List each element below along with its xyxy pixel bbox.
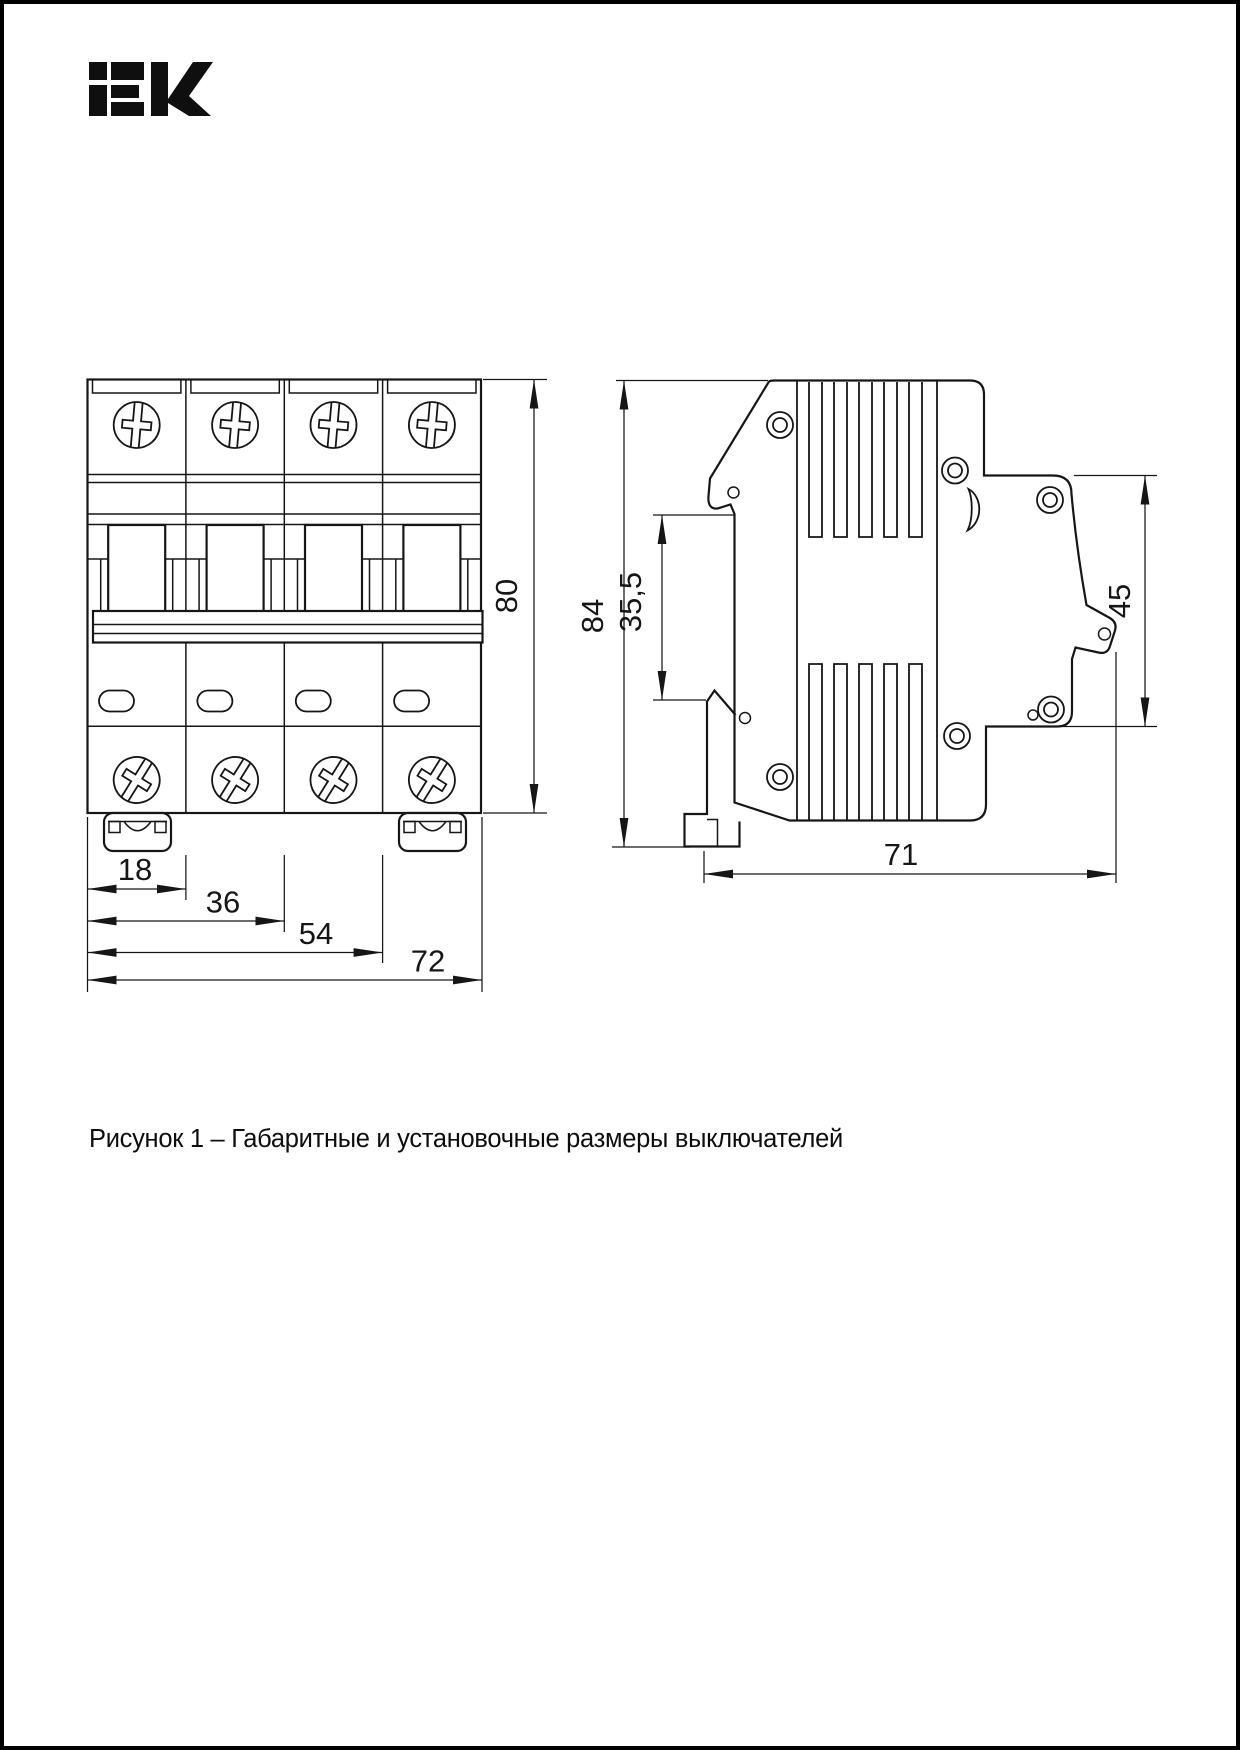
logo-i-dot bbox=[89, 62, 107, 80]
logo-e-bar-top bbox=[111, 62, 144, 80]
dim-label-72: 72 bbox=[410, 943, 446, 979]
iek-logo bbox=[89, 62, 213, 116]
dim-label-80: 80 bbox=[489, 578, 524, 614]
din-clip bbox=[399, 813, 466, 851]
dim-label-84: 84 bbox=[575, 598, 610, 634]
technical-drawing bbox=[4, 4, 1240, 1014]
dim-label-54: 54 bbox=[298, 916, 334, 951]
logo-i-stem bbox=[89, 85, 107, 116]
dim-label-36: 36 bbox=[205, 884, 241, 920]
side-body-outline bbox=[708, 381, 1115, 821]
side-view bbox=[575, 381, 1157, 884]
figure-caption: Рисунок 1 – Габаритные и установочные размеры выключателей bbox=[89, 1125, 843, 1153]
din-clip bbox=[104, 813, 171, 851]
din-clip-side bbox=[685, 691, 740, 847]
logo-e-bar-bottom bbox=[111, 102, 144, 116]
dim-label-45: 45 bbox=[1102, 583, 1137, 619]
logo-e-bar-mid bbox=[111, 85, 139, 98]
logo-k-stem bbox=[151, 62, 168, 116]
front-view bbox=[88, 380, 548, 993]
dim-label-71: 71 bbox=[883, 837, 919, 872]
toggle-tie-bar bbox=[93, 611, 483, 643]
dim-label-35-5: 35,5 bbox=[613, 571, 648, 633]
din-clips-front bbox=[104, 813, 466, 851]
logo-k-arms bbox=[168, 62, 213, 116]
dim-label-18: 18 bbox=[117, 852, 153, 887]
